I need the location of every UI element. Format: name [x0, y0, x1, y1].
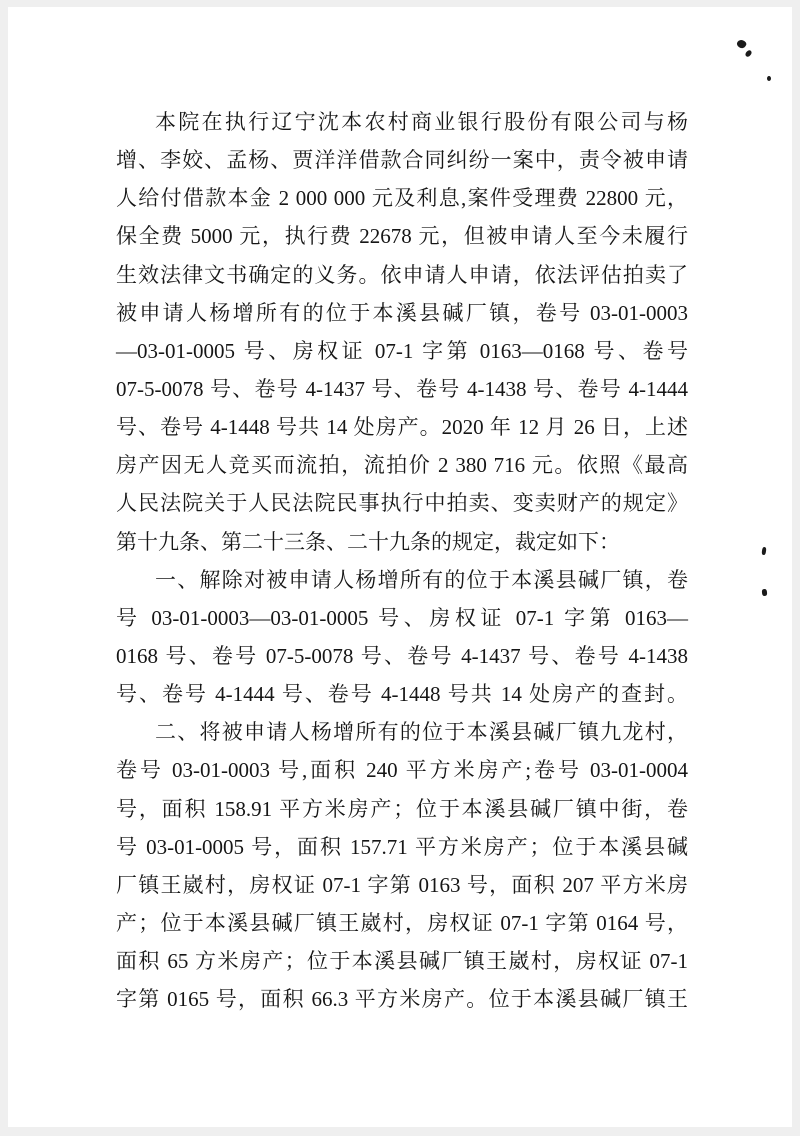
text-line: 号、卷号 4-1444 号、卷号 4-1448 号共 14 处房产的查封。: [116, 682, 688, 707]
text-line: 号、卷号 4-1448 号共 14 处房产。2020 年 12 月 26 日，上述: [116, 415, 688, 440]
text-line: 人给付借款本金 2 000 000 元及利息,案件受理费 22800 元，: [116, 186, 688, 211]
text-line: 本院在执行辽宁沈本农村商业银行股份有限公司与杨: [155, 110, 688, 134]
text-line: 字第 0165 号，面积 66.3 平方米房产。位于本溪县碱厂镇王: [116, 987, 688, 1012]
text-line: 二、将被申请人杨增所有的位于本溪县碱厂镇九龙村，: [155, 720, 688, 745]
text-line: 生效法律文书确定的义务。依申请人申请，依法评估拍卖了: [116, 262, 688, 287]
text-line: 面积 65 方米房产；位于本溪县碱厂镇王崴村，房权证 07-1: [116, 949, 688, 974]
text-line: 07-5-0078 号、卷号 4-1437 号、卷号 4-1438 号、卷号 4-1444: [116, 376, 688, 401]
text-line: 被申请人杨增所有的位于本溪县碱厂镇，卷号 03-01-0003: [116, 300, 688, 325]
document-body: [116, 103, 688, 1018]
ink-speck: [767, 76, 771, 81]
text-line: 号 03-01-0003—03-01-0005 号、房权证 07-1 字第 0163—: [116, 605, 688, 630]
text-line: 一、解除对被申请人杨增所有的位于本溪县碱厂镇，卷: [155, 567, 688, 592]
text-line: 号，面积 158.91 平方米房产；位于本溪县碱厂镇中街，卷: [116, 796, 688, 821]
text-line: 房产因无人竞买而流拍，流拍价 2 380 716 元。依照《最高: [116, 453, 688, 478]
text-line: 号 03-01-0005 号，面积 157.71 平方米房产；位于本溪县碱: [116, 834, 688, 859]
text-line: 第十九条、第二十三条、二十九条的规定，裁定如下：: [116, 529, 620, 554]
text-line: 保全费 5000 元，执行费 22678 元，但被申请人至今未履行: [116, 224, 688, 249]
text-line: 厂镇王崴村，房权证 07-1 字第 0163 号，面积 207 平方米房: [116, 872, 688, 897]
text-line: 产；位于本溪县碱厂镇王崴村，房权证 07-1 字第 0164 号，: [116, 910, 688, 935]
document-page: [8, 7, 792, 1127]
text-line: 0168 号、卷号 07-5-0078 号、卷号 4-1437 号、卷号 4-1438: [116, 643, 688, 668]
text-line: 人民法院关于人民法院民事执行中拍卖、变卖财产的规定》: [116, 491, 688, 516]
ink-speck: [762, 589, 768, 596]
text-line: 卷号 03-01-0003 号,面积 240 平方米房产;卷号 03-01-0004: [116, 758, 688, 783]
text-line: 增、李姣、孟杨、贾洋洋借款合同纠纷一案中，责令被申请: [116, 148, 688, 173]
text-line: —03-01-0005 号、房权证 07-1 字第 0163—0168 号、卷号: [116, 338, 688, 363]
